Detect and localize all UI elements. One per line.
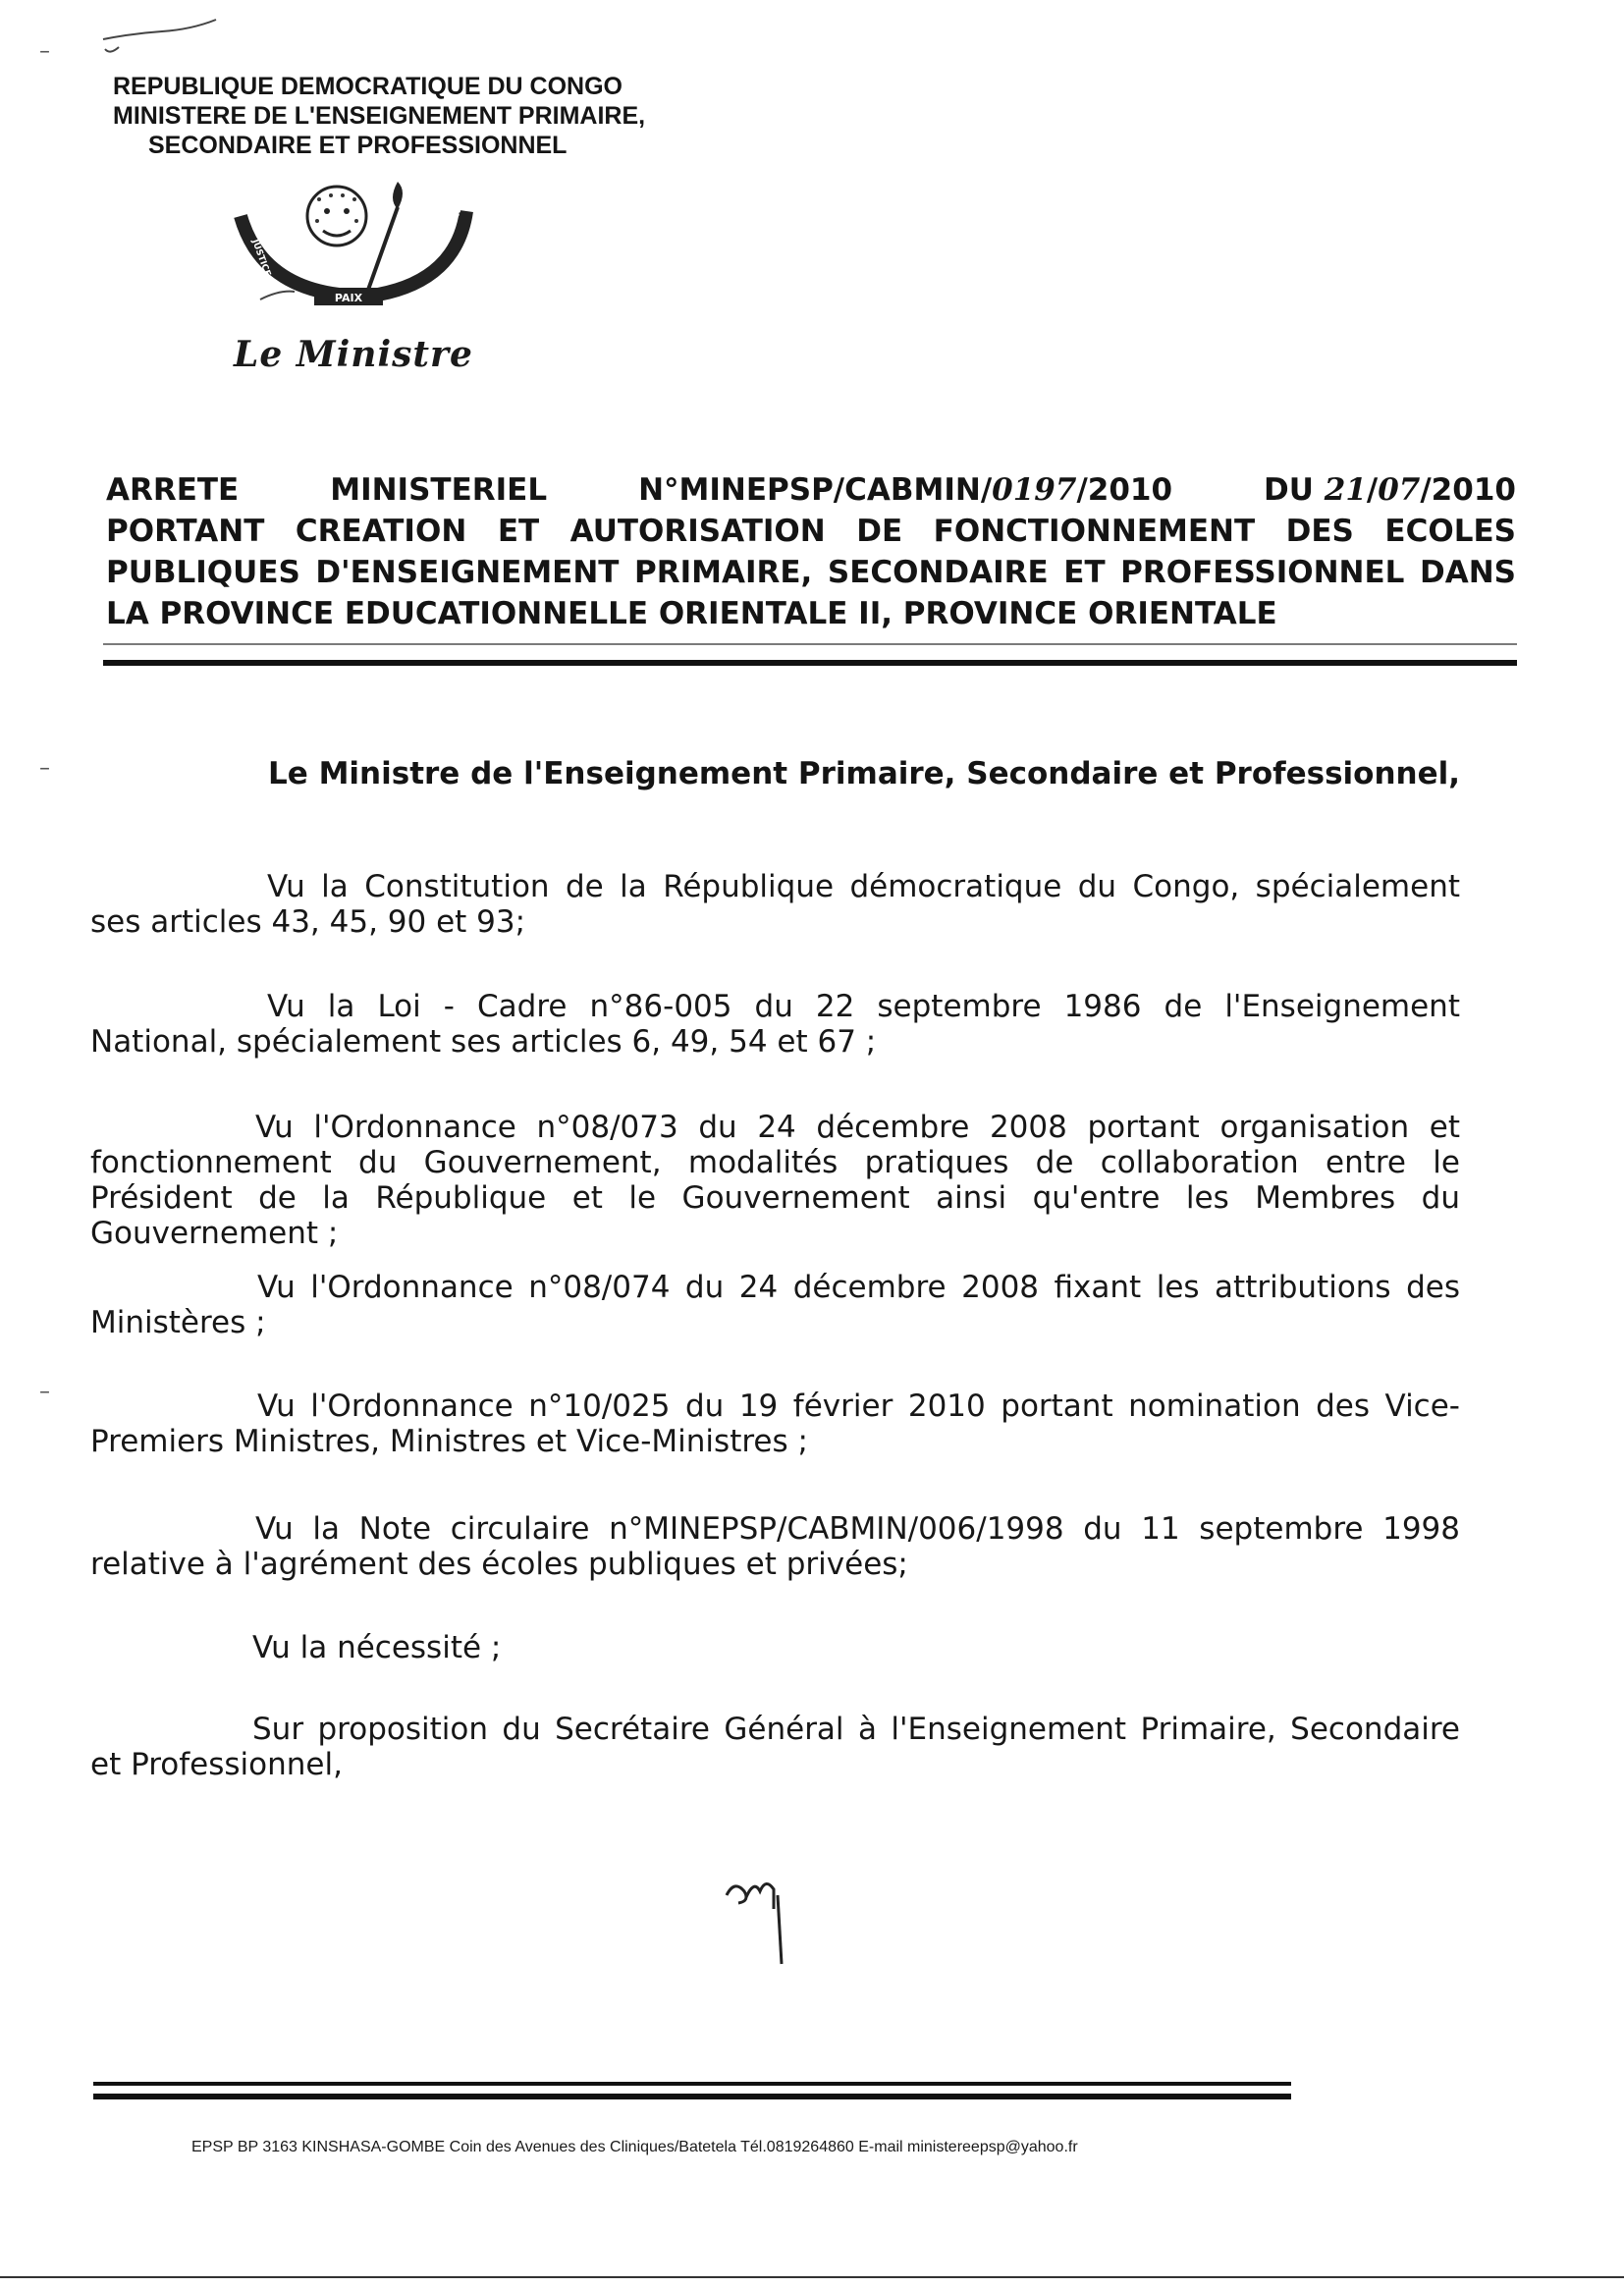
title-line-3: PUBLIQUES D'ENSEIGNEMENT PRIMAIRE, SECONDAIRE ET PROFESSIONNEL DANS [106,555,1516,590]
decree-number: N°MINEPSP/CABMIN/0197/2010 [638,472,1173,508]
issuing-authority: Le Ministre de l'Enseignement Primaire, Secondaire et Professionnel, [268,756,1461,791]
handwritten-day: 21 [1324,472,1367,508]
footer-contact: EPSP BP 3163 KINSHASA-GOMBE Coin des Avenues des Cliniques/Batetela Tél.0819264860 E-mail ministereepsp@yahoo.fr [191,2139,1078,2155]
pen-scribble [93,10,221,69]
coat-of-arms-emblem [221,172,476,329]
emblem-motto-left: JUSTICE [249,238,273,279]
decree-title [106,469,1516,634]
consideration-paragraph: Vu l'Ordonnance n°10/025 du 19 février 2010 portant nomination des Vice-Premiers Ministres, Ministres et Vice-Ministres ; [90,1389,1460,1459]
consideration-paragraph: Vu la Loi - Cadre n°86-005 du 22 septembre 1986 de l'Enseignement National, spécialement ses articles 6, 49, 54 et 67 ; [90,989,1460,1060]
title-word: MINISTERIEL [330,472,548,508]
consideration-paragraph: Sur proposition du Secrétaire Général à l'Enseignement Primaire, Secondaire et Professionnel, [90,1712,1460,1782]
handwritten-number: 0197 [992,472,1077,508]
handwritten-initials [717,1866,805,1974]
handwritten-month: 07 [1378,472,1421,508]
footer-divider [93,2094,1291,2099]
signature-title: Le Ministre [234,334,473,375]
consideration-paragraph: Vu l'Ordonnance n°08/074 du 24 décembre 2008 fixant les attributions des Ministères ; [90,1270,1460,1340]
consideration-paragraph: Vu la Note circulaire n°MINEPSP/CABMIN/006/1998 du 11 septembre 1998 relative à l'agrément des écoles publiques et privées; [90,1511,1460,1582]
country-name: REPUBLIQUE DEMOCRATIQUE DU CONGO [113,73,623,100]
margin-mark: – [39,1380,50,1404]
title-divider [103,660,1517,666]
title-divider-thin [103,643,1517,645]
decree-date: DU 21/07/2010 [1264,472,1516,508]
emblem-motto-right: TRAVAIL [446,191,470,235]
page-edge [0,2276,1624,2278]
ministry-name-line2: SECONDAIRE ET PROFESSIONNEL [148,132,568,159]
ministry-name-line1: MINISTERE DE L'ENSEIGNEMENT PRIMAIRE, [113,102,646,130]
margin-mark: – [39,39,50,64]
margin-mark: – [39,756,50,781]
consideration-paragraph: Vu l'Ordonnance n°08/073 du 24 décembre 2008 portant organisation et fonctionnement du Gouvernement, modalités pratiques de collaboration entre le Président de la République et le Gouvernement ainsi qu'entre les Membres du Gouvernement ; [90,1110,1460,1251]
footer-divider-thin [93,2082,1291,2086]
title-line-2: PORTANT CREATION ET AUTORISATION DE FONCTIONNEMENT DES ECOLES [106,514,1516,549]
emblem-motto-bottom: PAIX [334,292,363,304]
title-word: ARRETE [106,472,240,508]
title-line-4: LA PROVINCE EDUCATIONNELLE ORIENTALE II, PROVINCE ORIENTALE [106,596,1277,631]
letterhead [113,72,645,160]
title-line-1 [106,469,1516,511]
consideration-paragraph: Vu la nécessité ; [252,1630,502,1665]
consideration-paragraph: Vu la Constitution de la République démocratique du Congo, spécialement ses articles 43, 45, 90 et 93; [90,869,1460,940]
